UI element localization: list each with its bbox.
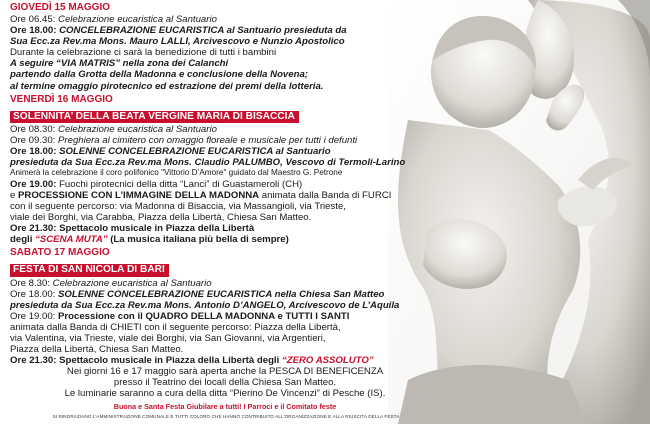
event-text: SOLENNE CONCELEBRAZIONE EUCARISTICA al Santuario [56,146,331,158]
event-text: Fuochi pirotecnici della ditta “Lanci” di Guastameroli (CH) [56,178,303,190]
schedule-line [10,14,430,25]
day-heading-thursday: GIOVEDÌ 15 MAGGIO [10,2,111,13]
schedule-line: presieduta da Sua Ecc.za Rev.ma Mons. Antonio D’ANGELO, Arcivescovo de L’Aquila [10,299,400,311]
event-text: Processione con il QUADRO DELLA MADONNA e TUTTI I SANTI [55,310,350,322]
procession-title: PROCESSIONE CON L’IMMAGINE DELLA MADONNA [18,189,260,201]
schedule-line [10,179,430,190]
schedule-line [10,25,430,36]
event-text: Celebrazione eucaristica al Santuario [55,14,217,25]
text: degli [10,234,36,246]
day-heading-friday: VENERDÌ 16 MAGGIO [10,93,113,105]
event-text: Celebrazione eucaristica al Santuario [50,277,212,289]
schedule-line: partendo dalla Grotta della Madonna e conclusione della Novena; [10,69,308,81]
solemnity-banner: SOLENNITA’ DELLA BEATA VERGINE MARIA DI BISACCIA [10,111,299,123]
program-text [10,2,430,366]
note-line: Le luminarie saranno a cura della ditta “Pierino De Vincenzi” di Pesche (IS). [64,388,386,400]
schedule-line [10,234,430,245]
text: e [10,189,19,201]
time: Ore 19.00: [10,310,56,322]
time: Ore 8.30: [10,277,50,289]
time: Ore 18.00: [10,146,57,158]
time: Ore 19.00: [10,178,57,190]
time: Ore 06.45: [10,14,56,25]
schedule-line: Piazza della Libertà, Chiesa San Matteo. [10,344,184,356]
schedule-line: animata dalla Banda di CHIETI con il seguente percorso: Piazza della Libertà, [10,321,341,333]
schedule-line [10,190,430,201]
schedule-line [10,311,430,322]
schedule-line: con il seguente percorso: via Madonna di Bisaccia, via Massangioli, via Trieste, [10,200,346,212]
schedule-line: A seguire “VIA MATRIS” nella zona dei Calanchi [10,58,229,70]
schedule-line [10,289,430,300]
band-name: “ZERO ASSOLUTO” [281,355,374,367]
event-text: CONCELEBRAZIONE EUCARISTICA al Santuario presieduta da [56,25,347,37]
schedule-line [10,278,430,289]
note-line: presso il Teatrino dei locali della Chiesa San Matteo. [113,377,337,389]
time: Ore 09.30: [10,135,56,147]
event-text: SOLENNE CONCELEBRAZIONE EUCARISTICA nella Chiesa San Matteo [55,288,385,300]
time: Ore 18.00: [10,25,57,37]
schedule-line [10,146,430,157]
time: Ore 21.30: [10,223,57,235]
time: Ore 08.30: [10,124,56,136]
schedule-line [10,355,430,366]
schedule-line [10,135,430,146]
event-text: Spettacolo musicale in Piazza della Libertà degli [56,355,282,367]
schedule-line [10,223,430,234]
time: Ore 18.00: [10,288,56,300]
event-text: Celebrazione eucaristica al Santuario [55,124,217,136]
text: (La musica italiana più bella di sempre) [107,234,289,246]
schedule-line: presieduta da Sua Ecc.za Rev.ma Mons. Claudio PALUMBO, Vescovo di Termoli-Larino [10,157,406,169]
feast-banner: FESTA DI SAN NICOLA DI BARI [10,264,169,276]
time: Ore 21.30: [10,355,57,367]
note-line: Nei giorni 16 e 17 maggio sarà aperta anche la PESCA DI BENEFICENZA [66,366,384,377]
event-text: Spettacolo musicale in Piazza della Libertà [56,223,255,235]
schedule-line: al termine omaggio pirotecnico ed estrazione dei premi della lotteria. [10,80,324,92]
thanks-line: SI RINGRAZIANO L’AMMINISTRAZIONE COMUNALE E TUTTI COLORO CHE HANNO CONTRIBUITO ALL’ORGANIZZAZIONE E ALLA RIUSCITA DELLA FESTA [52,414,400,419]
event-text: Preghiera al cimitero con omaggio floreale e musicale per tutti i defunti [55,135,358,147]
text: animata dalla Banda di FURCI [259,189,392,201]
schedule-line [10,124,430,135]
schedule-line: viale dei Borghi, via Carabba, Piazza della Libertà, Chiesa San Matteo. [10,211,312,223]
schedule-line: Animerà la celebrazione il coro polifonico "Vittorio D’Amore" guidato dal Maestro G. Petrone [10,168,343,178]
schedule-line: Sua Ecc.za Rev.ma Mons. Mauro LALLI, Arcivescovo e Nunzio Apostolico [10,36,345,48]
day-heading-saturday: SABATO 17 MAGGIO [10,247,110,259]
schedule-line: Durante la celebrazione ci sarà la benedizione di tutti i bambini [10,47,277,59]
greeting-line: Buona e Santa Festa Giubilare a tutti! I Parroci e il Comitato feste [113,402,337,411]
notes-block [10,366,440,399]
band-name: “SCENA MUTA” [35,234,108,246]
schedule-line: via Valentina, via Trieste, viale dei Borghi, via San Giovanni, via Argentieri, [10,333,326,345]
